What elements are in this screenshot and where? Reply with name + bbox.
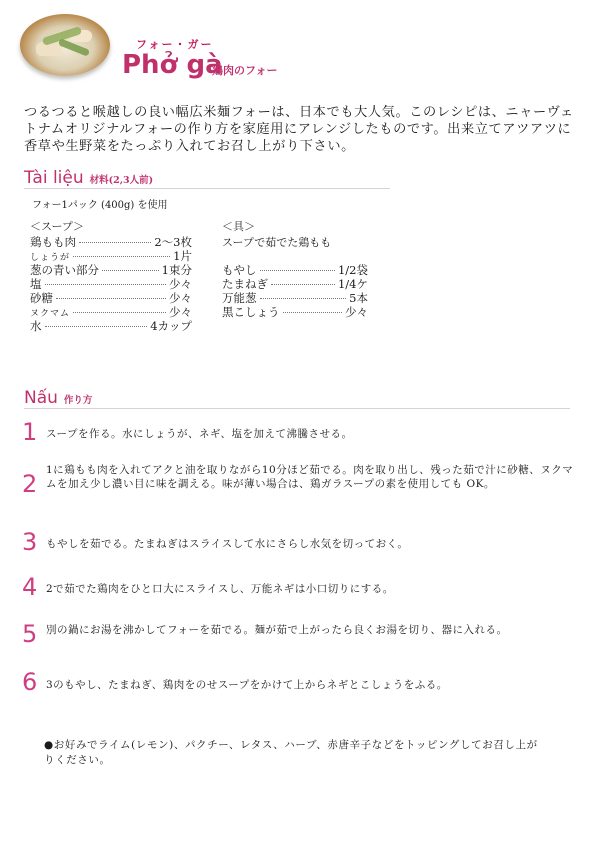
serving-tip: ●お好みでライム(レモン)、パクチー、レタス、ハーブ、赤唐辛子などをトッピングしてお召し上がりください。 <box>44 739 538 766</box>
method-heading <box>24 388 92 408</box>
list-item: 葱の青い部分 1束分 <box>30 263 192 277</box>
list-item: 水 4カップ <box>30 319 192 333</box>
intro-paragraph: つるつると喉越しの良い幅広米麺フォーは、日本でも大人気。このレシピは、ニャーヴェトナムオリジナルフォーの作り方を家庭用にアレンジしたものです。出来立てアツアツに香草や生野菜をたっぷり入れてお召し上がり下さい。 <box>24 105 574 154</box>
list-item: ヌクマム 少々 <box>30 305 192 319</box>
step-text: スープを作る。水にしょうが、ネギ、塩を加えて沸騰させる。 <box>46 428 353 440</box>
page-subtitle: 鶏肉のフォー <box>212 64 278 77</box>
list-item: もやし 1/2袋 <box>222 263 368 277</box>
list-item: 砂糖 少々 <box>30 291 192 305</box>
step-number: 3 <box>22 528 38 556</box>
method-divider <box>24 408 570 409</box>
soup-heading: ＜スープ＞ <box>30 220 84 233</box>
ingredients-heading <box>24 168 153 188</box>
step-text: 3のもやし、たまねぎ、鶏肉をのせスープをかけて上からネギとこしょうをふる。 <box>46 679 448 691</box>
step-number: 1 <box>22 418 38 446</box>
method-heading-ja: 作り方 <box>63 395 93 406</box>
pho-bowl-photo <box>20 14 110 76</box>
ingredients-heading-vn: Tài liệu <box>24 168 84 188</box>
list-item: 万能葱 5本 <box>222 291 368 305</box>
step-text: 1に鶏もも肉を入れてアクと油を取りながら10分ほど茹でる。肉を取り出し、残った茹で汁に砂糖、ヌクマムを加え少し濃い目に味を調える。味が薄い場合は、鶏ガラスープの素を使用しても OK。 <box>46 464 574 490</box>
title-kana: フォー・ガー <box>136 38 214 51</box>
step-number: 2 <box>22 470 38 498</box>
page-title: Phở gà <box>122 50 223 80</box>
step-text: もやしを茹でる。たまねぎはスライスして水にさらし水気を切っておく。 <box>46 538 409 550</box>
list-item: しょうが 1片 <box>30 249 192 263</box>
topping-heading: ＜具＞ <box>222 220 255 233</box>
step-text: 別の鍋にお湯を沸かしてフォーを茹でる。麺が茹で上がったら良くお湯を切り、器に入れる。 <box>46 624 508 636</box>
step-number: 5 <box>22 620 38 648</box>
ingredients-divider <box>24 188 390 189</box>
list-item: たまねぎ 1/4ケ <box>222 277 368 291</box>
list-item: 鶏もも肉 2～3枚 <box>30 235 192 249</box>
step-number: 4 <box>22 573 38 601</box>
topping-note: スープで茹でた鶏もも <box>222 236 332 249</box>
step-number: 6 <box>22 668 38 696</box>
ingredients-note: フォー1パック (400g) を使用 <box>32 200 168 211</box>
ingredients-heading-ja: 材料(2,3人前) <box>89 175 154 186</box>
list-item: 黒こしょう 少々 <box>222 305 368 319</box>
step-text: 2で茹でた鶏肉をひと口大にスライスし、万能ネギは小口切りにする。 <box>46 583 394 595</box>
method-heading-vn: Nấu <box>24 388 58 408</box>
list-item: 塩 少々 <box>30 277 192 291</box>
